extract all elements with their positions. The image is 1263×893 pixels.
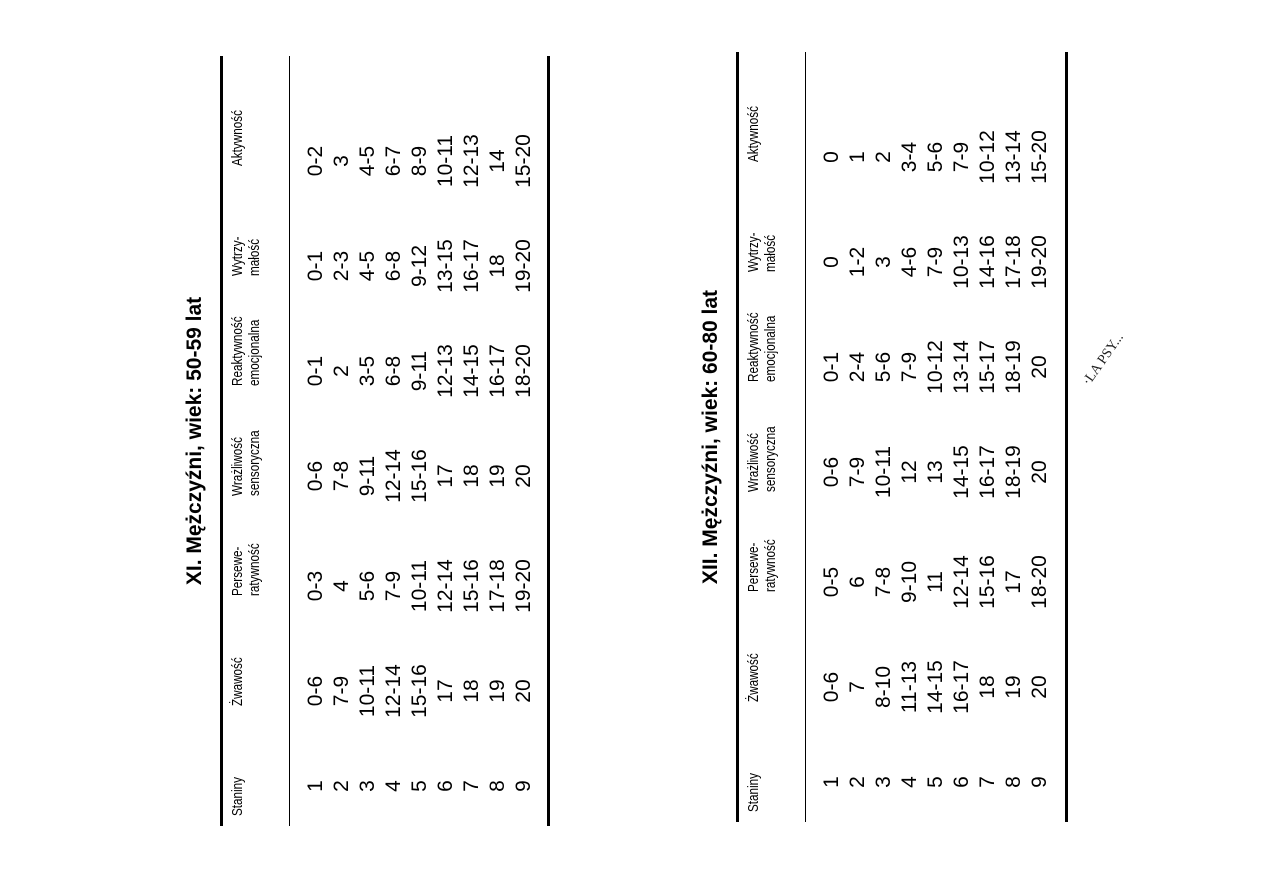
value-cell: 18 — [460, 679, 483, 703]
value-cell: 16-17 — [486, 344, 509, 398]
value-cell: 20 — [1028, 355, 1051, 379]
value-cell: 6-8 — [382, 355, 405, 387]
value-cell: 4 — [330, 580, 353, 592]
table-row — [871, 52, 897, 822]
stamp-watermark: ·LA PSY... — [1080, 330, 1127, 389]
table-row — [845, 52, 871, 822]
value-cell: 15-16 — [460, 559, 483, 613]
value-cell: 12-14 — [382, 664, 405, 718]
value-cell: 12-13 — [460, 134, 483, 188]
header-cell: Aktywność — [745, 106, 762, 162]
table-row — [329, 56, 355, 826]
value-cell: 0 — [820, 256, 843, 268]
value-cell: 18-20 — [512, 344, 535, 398]
value-cell: 5-6 — [872, 351, 895, 383]
value-cell: 0-1 — [304, 250, 327, 282]
value-cell: 12 — [898, 460, 921, 484]
value-cell: 0 — [820, 151, 843, 163]
value-cell: 19-20 — [512, 239, 535, 293]
value-cell: 2-3 — [330, 250, 353, 282]
value-cell: 15-16 — [408, 664, 431, 718]
value-cell: 2 — [872, 151, 895, 163]
value-cell: 2 — [330, 365, 353, 377]
header-cell: Staniny — [745, 772, 762, 812]
value-cell: 10-13 — [950, 235, 973, 289]
value-cell: 14 — [486, 149, 509, 173]
value-cell: 12-14 — [950, 555, 973, 609]
header-row — [229, 56, 285, 826]
value-cell: 17 — [1002, 570, 1025, 594]
value-cell: 1 — [846, 151, 869, 163]
value-cell: 4-5 — [356, 145, 379, 177]
value-cell: 18-19 — [1002, 340, 1025, 394]
header-cell: Persewe- ratywność — [745, 539, 779, 592]
value-cell: 15-17 — [976, 340, 999, 394]
value-cell: 10-11 — [872, 445, 895, 499]
stanine-cell: 6 — [434, 780, 457, 792]
value-cell: 13-14 — [950, 340, 973, 394]
norm-table-xii — [696, 52, 1068, 822]
value-cell: 17 — [434, 464, 457, 488]
table-row — [303, 56, 329, 826]
table-row — [511, 56, 537, 826]
value-cell: 16-17 — [460, 239, 483, 293]
value-cell: 12-13 — [434, 344, 457, 398]
stanine-cell: 8 — [486, 780, 509, 792]
stanine-cell: 6 — [950, 776, 973, 788]
stanine-cell: 7 — [976, 776, 999, 788]
value-cell: 7-9 — [846, 456, 869, 488]
value-cell: 3-4 — [898, 141, 921, 173]
value-cell: 11 — [924, 571, 947, 593]
value-cell: 15-16 — [976, 555, 999, 609]
value-cell: 4-5 — [356, 250, 379, 282]
value-cell: 2-4 — [846, 351, 869, 383]
stanine-cell: 1 — [304, 780, 327, 792]
value-cell: 20 — [512, 679, 535, 703]
value-cell: 18-19 — [1002, 445, 1025, 499]
table-frame — [220, 56, 550, 826]
header-row — [745, 52, 801, 822]
stanine-cell: 2 — [846, 776, 869, 788]
header-cell: Staniny — [229, 776, 246, 816]
value-cell: 0-1 — [820, 351, 843, 383]
value-cell: 3-5 — [356, 355, 379, 387]
header-cell: Żwawość — [745, 653, 762, 702]
value-cell: 19-20 — [512, 559, 535, 613]
value-cell: 9-11 — [356, 455, 379, 497]
value-cell: 20 — [1028, 675, 1051, 699]
value-cell: 19 — [486, 464, 509, 488]
value-cell: 0-6 — [820, 671, 843, 703]
value-cell: 7-9 — [924, 246, 947, 278]
value-cell: 14-15 — [460, 344, 483, 398]
header-cell: Wytrzy- małość — [745, 232, 779, 272]
value-cell: 7-8 — [330, 460, 353, 492]
value-cell: 14-16 — [976, 235, 999, 289]
value-cell: 7-9 — [950, 141, 973, 173]
header-cell: Aktywność — [229, 110, 246, 166]
table-row — [459, 56, 485, 826]
value-cell: 19-20 — [1028, 235, 1051, 289]
value-cell: 13 — [924, 460, 947, 484]
value-cell: 3 — [872, 256, 895, 268]
value-cell: 7-9 — [898, 351, 921, 383]
header-cell: Wrażliwość sensoryczna — [745, 426, 779, 492]
value-cell: 0-6 — [820, 456, 843, 488]
stanine-cell: 4 — [382, 780, 405, 792]
value-cell: 8-9 — [408, 145, 431, 177]
stanine-cell: 2 — [330, 780, 353, 792]
table-row — [1001, 52, 1027, 822]
table-title: XI. Mężczyźni, wiek: 50-59 lat — [183, 296, 206, 586]
value-cell: 18-20 — [1028, 555, 1051, 609]
value-cell: 5-6 — [924, 141, 947, 173]
value-cell: 7-9 — [330, 675, 353, 707]
table-row — [1027, 52, 1053, 822]
value-cell: 18 — [976, 675, 999, 699]
value-cell: 6 — [846, 576, 869, 588]
table-row — [485, 56, 511, 826]
value-cell: 7 — [846, 681, 869, 693]
table-row — [923, 52, 949, 822]
value-cell: 10-12 — [976, 130, 999, 184]
value-cell: 7-9 — [382, 570, 405, 602]
value-cell: 15-20 — [1028, 130, 1051, 184]
value-cell: 6-8 — [382, 250, 405, 282]
table-grid — [739, 52, 1065, 822]
value-cell: 0-6 — [304, 460, 327, 492]
value-cell: 17-18 — [486, 559, 509, 613]
value-cell: 10-11 — [434, 134, 457, 188]
header-cell: Reaktywność emocjonalna — [229, 316, 263, 386]
value-cell: 18 — [460, 464, 483, 488]
stanine-cell: 8 — [1002, 776, 1025, 788]
table-title: XII. Mężczyźni, wiek: 60-80 lat — [699, 289, 722, 585]
value-cell: 10-11 — [408, 559, 431, 613]
table-row — [381, 56, 407, 826]
value-cell: 19 — [1002, 675, 1025, 699]
value-cell: 0-2 — [304, 145, 327, 177]
stanine-cell: 5 — [924, 776, 947, 788]
norm-table-xi — [180, 56, 550, 826]
value-cell: 15-20 — [512, 134, 535, 188]
stanine-cell: 5 — [408, 780, 431, 792]
stanine-cell: 7 — [460, 780, 483, 792]
value-cell: 20 — [1028, 460, 1051, 484]
value-cell: 0-5 — [820, 566, 843, 598]
value-cell: 16-17 — [976, 445, 999, 499]
value-cell: 13-14 — [1002, 130, 1025, 184]
table-frame — [736, 52, 1068, 822]
value-cell: 13-15 — [434, 239, 457, 293]
value-cell: 8-10 — [872, 665, 895, 709]
stanine-cell: 3 — [872, 776, 895, 788]
value-cell: 17-18 — [1002, 235, 1025, 289]
value-cell: 15-16 — [408, 449, 431, 503]
table-row — [949, 52, 975, 822]
value-cell: 20 — [512, 464, 535, 488]
value-cell: 19 — [486, 679, 509, 703]
header-cell: Żwawość — [229, 657, 246, 706]
value-cell: 4-6 — [898, 246, 921, 278]
value-cell: 14-15 — [924, 660, 947, 714]
value-cell: 17 — [434, 679, 457, 703]
table-row — [433, 56, 459, 826]
value-cell: 16-17 — [950, 660, 973, 714]
value-cell: 11-13 — [898, 660, 921, 714]
stanine-cell: 9 — [512, 780, 535, 792]
table-row — [407, 56, 433, 826]
value-cell: 18 — [486, 254, 509, 278]
value-cell: 14-15 — [950, 445, 973, 499]
table-row — [975, 52, 1001, 822]
header-cell: Wytrzy- małość — [229, 236, 263, 276]
value-cell: 6-7 — [382, 145, 405, 177]
header-cell: Persewe- ratywność — [229, 543, 263, 596]
table-row — [819, 52, 845, 822]
value-cell: 0-3 — [304, 570, 327, 602]
value-cell: 5-6 — [356, 570, 379, 602]
stanine-cell: 4 — [898, 776, 921, 788]
value-cell: 10-12 — [924, 340, 947, 394]
table-row — [897, 52, 923, 822]
header-cell: Wrażliwość sensoryczna — [229, 430, 263, 496]
value-cell: 10-11 — [356, 664, 379, 718]
stanine-cell: 1 — [820, 776, 843, 788]
value-cell: 9-10 — [898, 560, 921, 604]
value-cell: 9-11 — [408, 350, 431, 392]
table-row — [355, 56, 381, 826]
value-cell: 12-14 — [434, 559, 457, 613]
stanine-cell: 3 — [356, 780, 379, 792]
value-cell: 7-8 — [872, 566, 895, 598]
value-cell: 9-12 — [408, 244, 431, 288]
value-cell: 1-2 — [846, 246, 869, 278]
value-cell: 3 — [330, 155, 353, 167]
table-grid — [223, 56, 547, 826]
value-cell: 12-14 — [382, 449, 405, 503]
header-cell: Reaktywność emocjonalna — [745, 312, 779, 382]
stanine-cell: 9 — [1028, 776, 1051, 788]
value-cell: 0-6 — [304, 675, 327, 707]
value-cell: 0-1 — [304, 355, 327, 387]
